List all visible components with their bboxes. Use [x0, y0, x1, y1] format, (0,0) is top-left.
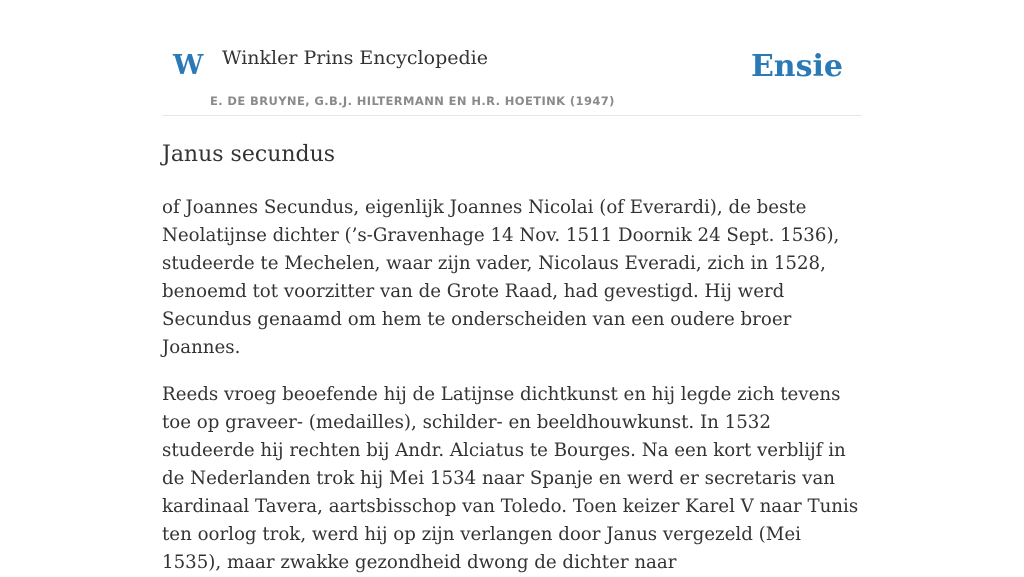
entry-title: Janus secundus [162, 142, 336, 167]
site-title[interactable]: Winkler Prins Encyclopedie [222, 47, 488, 69]
site-header [162, 0, 862, 116]
entry-paragraph-2: Reeds vroeg beoefende hij de Latijnse dichtkunst en hij legde zich tevens toe op graveer- (medailles), schilder- en beeldhouwkunst. In 1532 studeerde hij rechten bij Andr. Alciatus te Bourges. Na een kort verblijf in de Nederlanden trok hij Mei 1534 naar Spanje en werd er secretaris van kardinaal Tavera, aartsbisschop van Toledo. Toen keizer Karel V naar Tunis ten oorlog trok, werd hij op zijn verlangen door Janus vergezeld (Mei 1535), maar zwakke gezondheid dwong de dichter naar [162, 383, 859, 573]
entry-paragraph-1: of Joannes Secundus, eigenlijk Joannes Nicolai (of Everardi), de beste Neolatijnse dichter (’s-Gravenhage 14 Nov. 1511 Doornik 24 Sept. 1536), studeerde te Mechelen, waar zijn vader, Nicolaus Everadi, zich in 1528, benoemd tot voorzitter van de Grote Raad, had gevestigd. Hij werd Secundus genaamd om hem te onderscheiden van een oudere broer Joannes. [162, 196, 840, 358]
entry-content [162, 194, 862, 577]
page [162, 0, 862, 573]
winkler-prins-logo[interactable]: W [173, 50, 204, 81]
authors-line: E. DE BRUYNE, G.B.J. HILTERMANN EN H.R. HOETINK (1947) [210, 94, 615, 108]
ensie-logo[interactable]: Ensie [750, 49, 843, 84]
